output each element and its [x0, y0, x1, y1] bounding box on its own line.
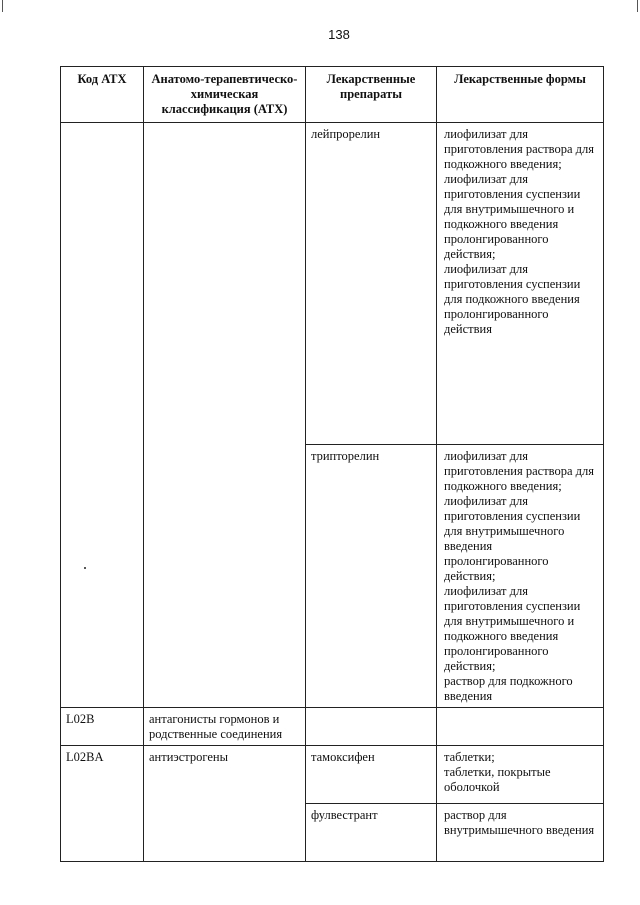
table-row — [61, 746, 604, 804]
table-header-row — [61, 67, 604, 123]
form-item: таблетки, покрытые оболочкой — [444, 765, 551, 794]
scan-edge-mark-right — [637, 0, 638, 12]
header-drugs: Лекарственные препараты — [306, 67, 437, 123]
cell-forms — [437, 708, 604, 746]
form-item: лиофилизат для приготовления суспензии для внутримышечного и подкожного введения пролонгированного действия; — [444, 172, 581, 261]
cell-drug: трипторелин — [306, 445, 437, 708]
form-item: лиофилизат для приготовления суспензии для внутримышечного введения пролонгированного действия; — [444, 494, 581, 583]
cell-drug — [306, 708, 437, 746]
cell-forms — [437, 445, 604, 708]
table-row — [61, 123, 604, 445]
page-number: 138 — [328, 27, 350, 42]
cell-classification: антагонисты гормонов и родственные соединения — [144, 708, 306, 746]
table-row — [61, 708, 604, 746]
cell-forms — [437, 804, 604, 862]
cell-classification: антиэстрогены — [144, 746, 306, 862]
header-classification: Анатомо-терапевтическо-химическая классификация (АТХ) — [144, 67, 306, 123]
cell-code: L02B — [61, 708, 144, 746]
cell-forms — [437, 123, 604, 445]
form-item: раствор для подкожного введения — [444, 674, 573, 703]
scan-edge-mark-left — [2, 0, 3, 12]
cell-code: L02BA — [61, 746, 144, 862]
form-item: лиофилизат для приготовления раствора для подкожного введения; — [444, 127, 594, 171]
cell-forms — [437, 746, 604, 804]
form-item: лиофилизат для приготовления суспензии для внутримышечного и подкожного введения пролонгированного действия; — [444, 584, 581, 673]
form-item: лиофилизат для приготовления раствора для подкожного введения; — [444, 449, 594, 493]
cell-classification — [144, 123, 306, 708]
form-item: раствор для внутримышечного введения — [444, 808, 595, 837]
header-code: Код АТХ — [61, 67, 144, 123]
scan-speck — [84, 567, 86, 569]
cell-drug: тамоксифен — [306, 746, 437, 804]
cell-drug: фулвестрант — [306, 804, 437, 862]
form-item: лиофилизат для приготовления суспензии для подкожного введения пролонгированного действия — [444, 262, 581, 336]
header-forms: Лекарственные формы — [437, 67, 604, 123]
cell-code — [61, 123, 144, 708]
form-item: таблетки; — [444, 750, 495, 764]
cell-drug: лейпрорелин — [306, 123, 437, 445]
atc-drug-table — [60, 66, 604, 862]
